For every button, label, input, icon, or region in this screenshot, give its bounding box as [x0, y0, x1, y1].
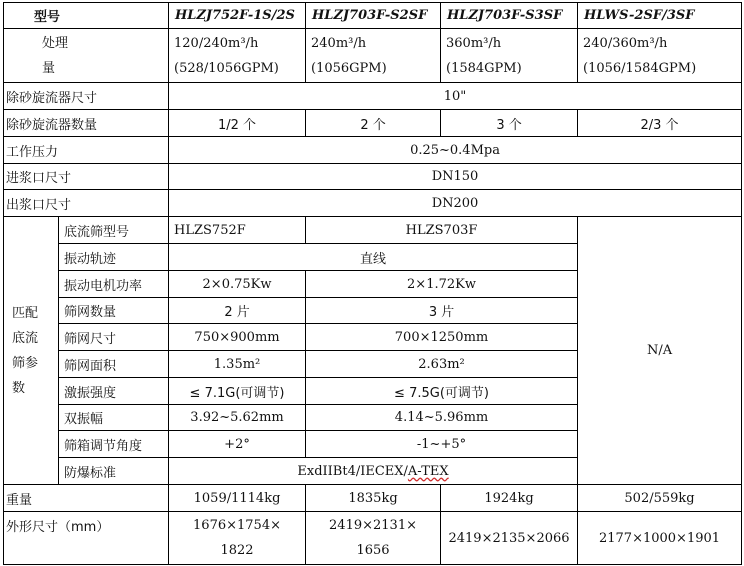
desander-qty-4: 2/3 个: [578, 110, 742, 137]
pressure-row: [4, 137, 742, 164]
dimensions-label: 外形尺寸（mm）: [4, 512, 169, 565]
desander-size-row: [4, 83, 742, 110]
capacity-value-4-line2: (1056/1584GPM): [583, 60, 697, 76]
outlet-label: 出浆口尺寸: [4, 190, 169, 217]
screen-row-value-b: 2.63m²: [306, 351, 578, 378]
screen-row-value-a: 3.92~5.62mm: [169, 405, 306, 431]
screen-row-value-b: HLZS703F: [306, 217, 578, 244]
screen-side-label-line3: 筛参: [12, 355, 39, 371]
screen-row-value-a: 750×900mm: [169, 324, 306, 351]
outlet-value: DN200: [169, 190, 742, 217]
capacity-value-2-line1: 240m³/h: [311, 35, 367, 51]
explosion-label: 防爆标准: [59, 458, 169, 485]
screen-row-value-b: 700×1250mm: [306, 324, 578, 351]
inlet-row: [4, 164, 742, 190]
screen-row-label: 激振强度: [59, 378, 169, 405]
dimensions-value-1-line2: 1822: [220, 543, 254, 558]
pressure-label: 工作压力: [4, 137, 169, 164]
screen-row-label: 底流筛型号: [59, 217, 169, 244]
desander-qty-1: 1/2 个: [169, 110, 306, 137]
capacity-value-2: [306, 29, 441, 83]
dimensions-value-1-line1: 1676×1754×: [193, 518, 281, 533]
dimensions-value-4: 2177×1000×1901: [578, 512, 742, 565]
dimensions-value-2: [306, 512, 441, 565]
capacity-label: [4, 29, 169, 83]
capacity-value-3-line2: (1584GPM): [446, 60, 522, 76]
screen-row-value-a: 2×0.75Kw: [169, 271, 306, 298]
screen-row-label: 筛网尺寸: [59, 324, 169, 351]
screen-row-label: 筛网数量: [59, 298, 169, 324]
capacity-value-3-line1: 360m³/h: [446, 35, 502, 51]
pressure-value: 0.25~0.4Mpa: [169, 137, 742, 164]
desander-qty-label: 除砂旋流器数量: [4, 110, 169, 137]
screen-row-value-b: -1~+5°: [306, 431, 578, 458]
screen-row-label: 振动电机功率: [59, 271, 169, 298]
screen-row: [4, 217, 742, 244]
weight-label: 重量: [4, 485, 169, 512]
screen-side-label: [4, 217, 59, 485]
capacity-value-1: [169, 29, 306, 83]
explosion-value-main: ExdIIBt4/IECEX/: [297, 463, 408, 479]
header-row: [4, 3, 742, 29]
model-col-4: HLWS-2SF/3SF: [578, 3, 742, 29]
screen-row-value-a: HLZS752F: [169, 217, 306, 244]
explosion-value: [169, 458, 578, 485]
screen-row-value-b: ≤ 7.5G(可调节): [306, 378, 578, 405]
explosion-value-tail: A-TEX: [407, 463, 449, 479]
weight-value-3: 1924kg: [441, 485, 578, 512]
desander-qty-2: 2 个: [306, 110, 441, 137]
screen-side-label-line2: 底流: [12, 330, 39, 346]
screen-row-value-a: +2°: [169, 431, 306, 458]
screen-side-label-line1: 匹配: [12, 305, 39, 321]
capacity-value-2-line2: (1056GPM): [311, 60, 387, 76]
capacity-value-4-line1: 240/360m³/h: [583, 35, 668, 51]
desander-size-label: 除砂旋流器尺寸: [4, 83, 169, 110]
weight-value-1: 1059/1114kg: [169, 485, 306, 512]
model-header-label: 型号: [4, 3, 169, 29]
weight-value-4: 502/559kg: [578, 485, 742, 512]
weight-value-2: 1835kg: [306, 485, 441, 512]
screen-row-value-b: 3 片: [306, 298, 578, 324]
dimensions-row: [4, 512, 742, 565]
screen-na-value: N/A: [578, 217, 742, 485]
model-col-1: HLZJ752F-1S/2S: [169, 3, 306, 29]
screen-row-value-a: 2 片: [169, 298, 306, 324]
screen-row-label: 振动轨迹: [59, 244, 169, 271]
capacity-label-line1: 处理: [42, 35, 69, 51]
outlet-row: [4, 190, 742, 217]
dimensions-value-1: [169, 512, 306, 565]
screen-row-value-b: 2×1.72Kw: [306, 271, 578, 298]
model-col-3: HLZJ703F-S3SF: [441, 3, 578, 29]
capacity-value-1-line1: 120/240m³/h: [174, 35, 259, 51]
screen-row-value-a: ≤ 7.1G(可调节): [169, 378, 306, 405]
screen-side-label-line4: 数: [12, 380, 26, 396]
desander-size-value: 10": [169, 83, 742, 110]
weight-row: [4, 485, 742, 512]
screen-row-value-b: 4.14~5.96mm: [306, 405, 578, 431]
inlet-label: 进浆口尺寸: [4, 164, 169, 190]
spec-table: [3, 2, 742, 565]
capacity-row: [4, 29, 742, 83]
screen-row-label: 筛网面积: [59, 351, 169, 378]
screen-row-label: 筛箱调节角度: [59, 431, 169, 458]
capacity-value-1-line2: (528/1056GPM): [174, 60, 279, 76]
capacity-value-3: [441, 29, 578, 83]
desander-qty-3: 3 个: [441, 110, 578, 137]
dimensions-value-3: 2419×2135×2066: [441, 512, 578, 565]
screen-row-value-a: 1.35m²: [169, 351, 306, 378]
dimensions-value-2-line1: 2419×2131×: [329, 518, 417, 533]
screen-row-label: 双振幅: [59, 405, 169, 431]
capacity-value-4: [578, 29, 742, 83]
dimensions-value-2-line2: 1656: [356, 543, 390, 558]
capacity-label-line2: 量: [42, 60, 56, 76]
inlet-value: DN150: [169, 164, 742, 190]
model-col-2: HLZJ703F-S2SF: [306, 3, 441, 29]
desander-qty-row: [4, 110, 742, 137]
screen-row-value-merged: 直线: [169, 244, 578, 271]
